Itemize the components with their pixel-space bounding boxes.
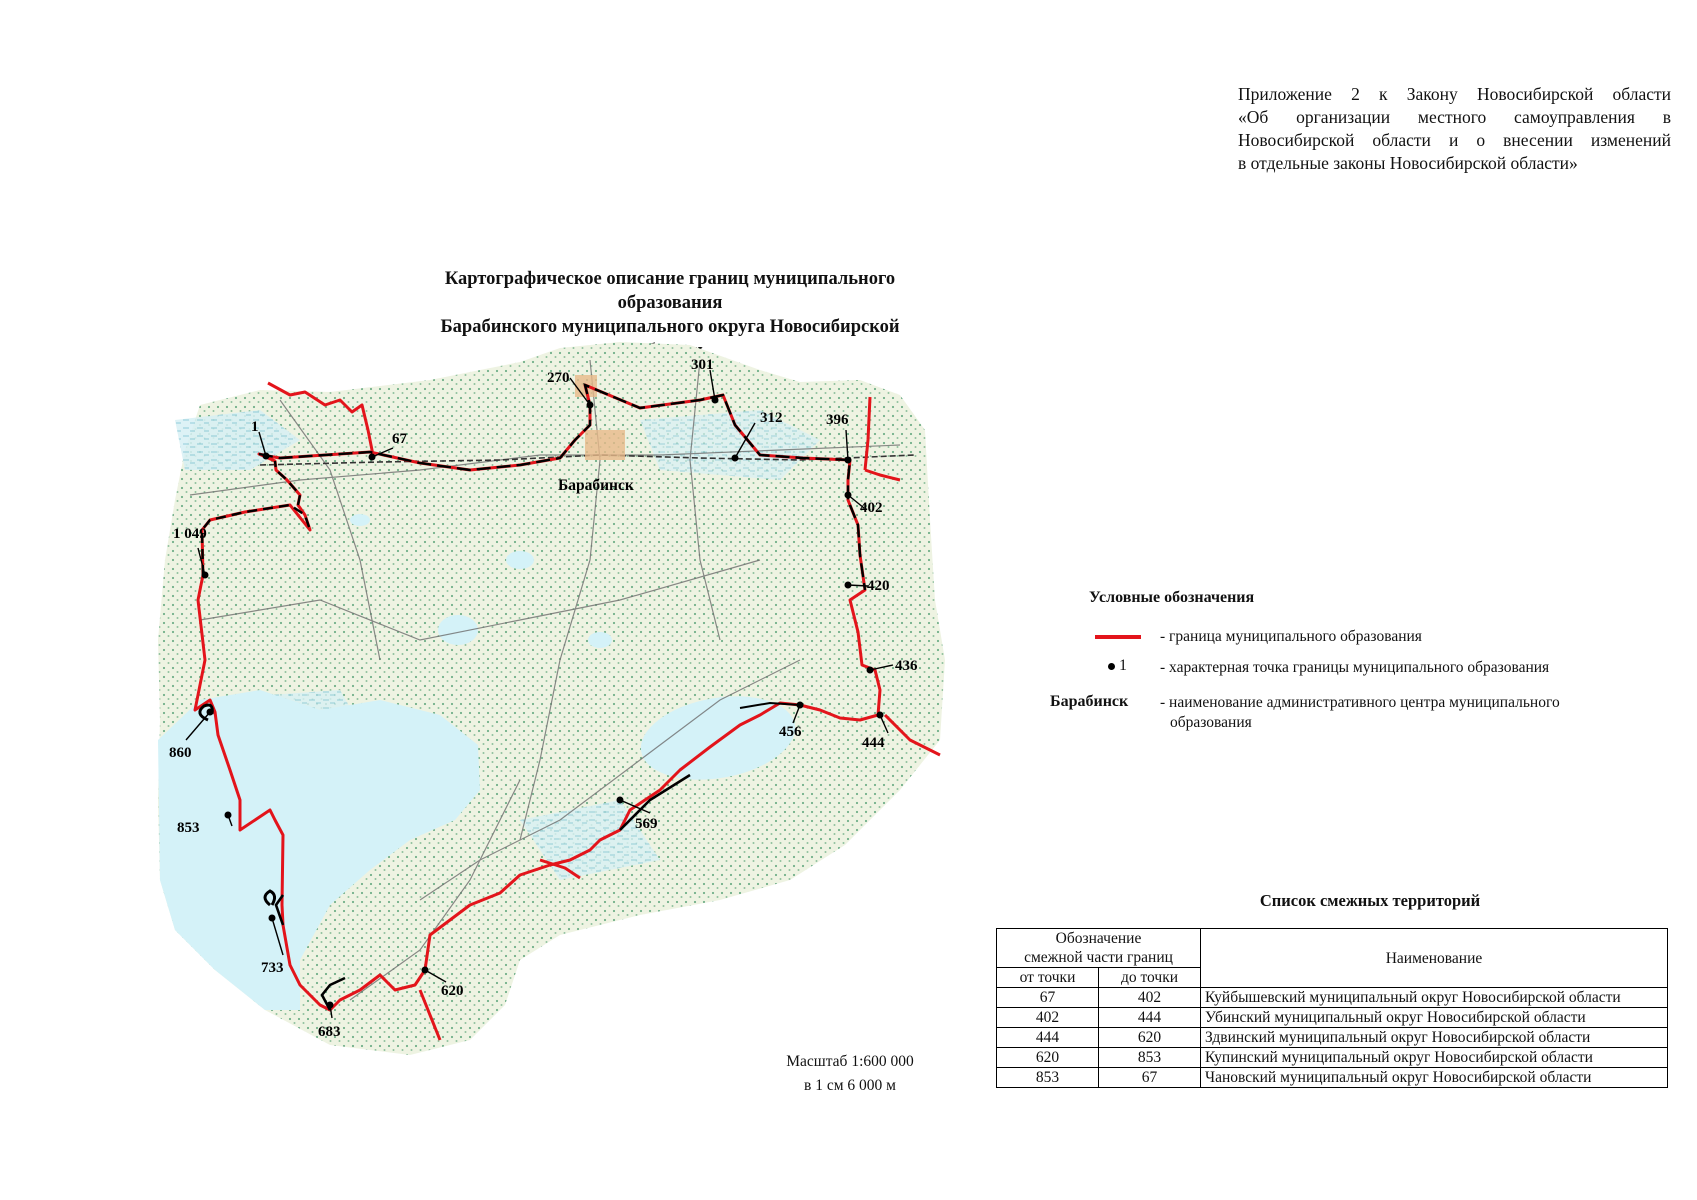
point-label: 569 [635, 816, 658, 832]
point-label: 301 [691, 357, 714, 373]
annex-line: Новосибирской области и о внесении изменений [1238, 130, 1671, 150]
annex-line: «Об организации местного самоуправления в [1238, 107, 1671, 127]
point-label: 402 [860, 500, 883, 516]
point-label: 1 049 [173, 526, 207, 542]
lake [506, 551, 534, 569]
adjacent-territories-table [996, 928, 1668, 1088]
name-cell: Купинский муниципальный округ Новосибирской области [1201, 1048, 1668, 1068]
designation-header-line: Обозначение [1055, 930, 1142, 947]
legend-center-text-line: - наименование административного центра муниципального [1160, 694, 1560, 711]
from-cell: 853 [997, 1068, 1099, 1088]
point-label: 396 [826, 412, 849, 428]
legend-boundary-swatch [1095, 635, 1141, 639]
to-cell: 402 [1099, 988, 1201, 1008]
lake [588, 632, 612, 648]
scale-line: в 1 см 6 000 м [804, 1077, 896, 1094]
legend-point-swatch [1108, 663, 1115, 670]
name-cell: Чановский муниципальный округ Новосибирской области [1201, 1068, 1668, 1088]
table-row [997, 1008, 1668, 1028]
annex-line: Приложение 2 к Закону Новосибирской области [1238, 84, 1671, 104]
legend-point-text: - характерная точка границы муниципального образования [1160, 659, 1550, 676]
point-label: 733 [261, 960, 284, 976]
table-header-row [997, 929, 1668, 968]
admin-center-label: Барабинск [558, 477, 634, 494]
to-header: до точки [1099, 968, 1201, 988]
title-line: Барабинского муниципального округа Новосибирской [440, 317, 900, 337]
scale-line: Масштаб 1:600 000 [786, 1053, 914, 1070]
table-row [997, 1028, 1668, 1048]
point-label: 853 [177, 820, 200, 836]
from-header: от точки [997, 968, 1099, 988]
name-cell: Здвинский муниципальный округ Новосибирской области [1201, 1028, 1668, 1048]
point-label: 1 [251, 419, 259, 435]
legend-center-sample: Барабинск [1050, 693, 1129, 710]
legend-center-text-line: образования [1170, 714, 1252, 731]
point-label: 436 [895, 658, 918, 674]
to-cell: 444 [1099, 1008, 1201, 1028]
from-cell: 620 [997, 1048, 1099, 1068]
annex-line: в отдельные законы Новосибирской области» [1238, 153, 1578, 173]
table-row [997, 1048, 1668, 1068]
point-label: 420 [867, 578, 890, 594]
point-label: 456 [779, 724, 802, 740]
town-area [585, 430, 625, 460]
name-header: Наименование [1201, 929, 1668, 988]
table-row [997, 988, 1668, 1008]
to-cell: 620 [1099, 1028, 1201, 1048]
point-label: 683 [318, 1024, 341, 1040]
adjacent-list-title: Список смежных территорий [1259, 891, 1481, 910]
to-cell: 853 [1099, 1048, 1201, 1068]
lake [350, 514, 370, 526]
legend-point-number: 1 [1119, 657, 1127, 674]
from-cell: 67 [997, 988, 1099, 1008]
title-line: Картографическое описание границ муниципального образования [444, 269, 896, 313]
map-scale [760, 1050, 940, 1098]
point-label: 620 [441, 983, 464, 999]
legend-title: Условные обозначения [1089, 589, 1255, 606]
point-label: 860 [169, 745, 192, 761]
from-cell: 444 [997, 1028, 1099, 1048]
name-cell: Убинский муниципальный округ Новосибирской области [1201, 1008, 1668, 1028]
legend-center-text [1160, 693, 1560, 733]
legend-boundary-text: - граница муниципального образования [1160, 628, 1422, 645]
designation-header-line: смежной части границ [1024, 949, 1173, 966]
point-label: 270 [547, 370, 570, 386]
name-cell: Куйбышевский муниципальный округ Новосибирской области [1201, 988, 1668, 1008]
from-cell: 402 [997, 1008, 1099, 1028]
table-row [997, 1068, 1668, 1088]
designation-header [997, 929, 1201, 968]
to-cell: 67 [1099, 1068, 1201, 1088]
point-label: 312 [760, 410, 783, 426]
point-label: 67 [392, 431, 407, 447]
point-label: 444 [862, 735, 885, 751]
